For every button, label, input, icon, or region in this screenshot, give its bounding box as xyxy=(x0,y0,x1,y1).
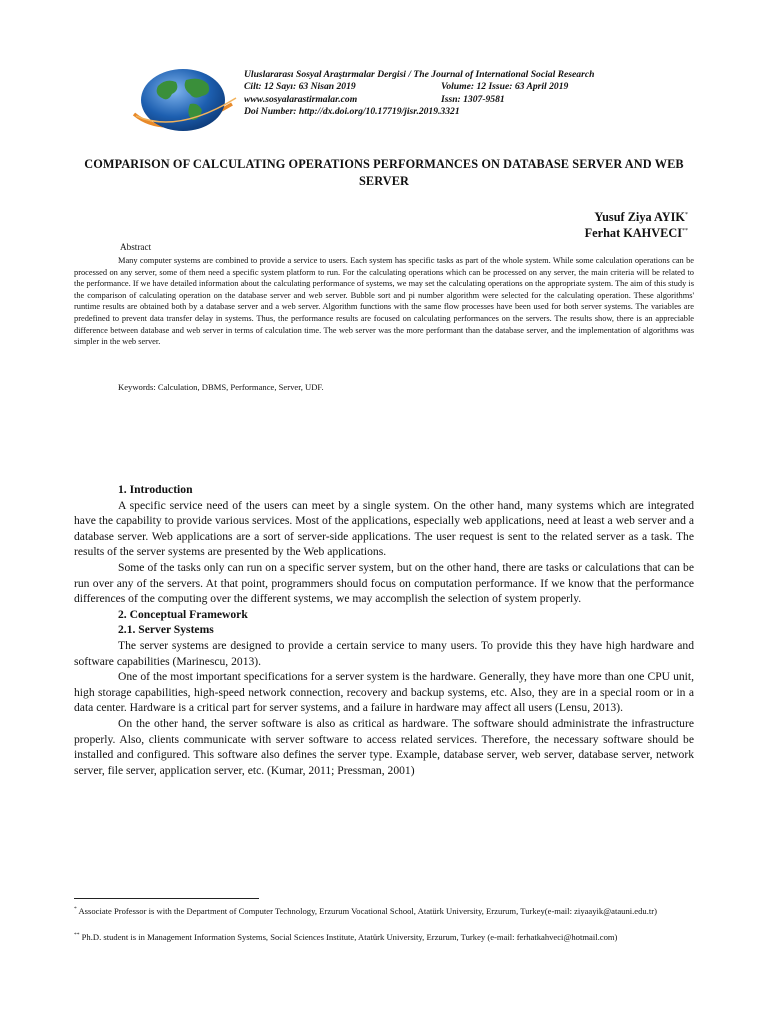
author-mark: ** xyxy=(682,227,688,234)
abstract-label: Abstract xyxy=(120,242,152,252)
paragraph: On the other hand, the server software is also as critical as hardware. The software should administrate the infrastructure properly. Also, clients communicate with server software to access related services. Therefore, the necessary software should be installed and configured. This software also defines the server type. Example, database server, web server, database server, network server, file server, application server, etc. (Kumar, 2011; Pressman, 2001) xyxy=(74,716,694,777)
journal-website: www.sosyalarastirmalar.com xyxy=(244,94,358,105)
introduction-section xyxy=(74,482,694,778)
author-name: Yusuf Ziya AYIK xyxy=(594,210,685,224)
journal-title: Uluslararası Sosyal Araştırmalar Dergisi / The Journal of International Social Research xyxy=(244,69,595,80)
section-heading: 1. Introduction xyxy=(118,483,193,496)
author-name: Ferhat KAHVECI xyxy=(584,226,682,240)
subsection-heading: 2.1. Server Systems xyxy=(118,623,214,637)
footnote-1 xyxy=(74,904,694,917)
footnote-text: Ph.D. student is in Management Information Systems, Social Sciences Institute, Atatürk University, Erzurum, Turkey (e-mail: ferhatkahveci@hotmail.com) xyxy=(81,931,618,942)
footnote-mark: * xyxy=(74,906,77,912)
paragraph: The server systems are designed to provide a certain service to many users. To provide this they have high hardware and software capabilities (Marinescu, 2013). xyxy=(74,638,694,668)
journal-volume-en: Volume: 12 Issue: 63 April 2019 xyxy=(441,81,569,92)
paragraph: One of the most important specifications for a server system is the hardware. Generally, they have more than one CPU unit, high storage capabilities, high-speed network connection, recovery and backup systems, etc. Also, they are in a special room or in a data center. Hardware is a critical part for server systems, and a failure in hardware may affect all users (Lensu, 2013). xyxy=(74,670,694,715)
author-2 xyxy=(585,226,688,241)
paper-title: COMPARISON OF CALCULATING OPERATIONS PERFORMANCES ON DATABASE SERVER AND WEB SERVER xyxy=(84,157,684,188)
footnote-divider xyxy=(74,898,259,899)
abstract-text: Many computer systems are combined to provide a service to users. Each system has specific tasks as part of the whole system. While some calculation operations can be processed on any server, some of them need a specific system platform to run. For the calculating operations which can be processed on any server, the main criteria will be related to the performance. If we have detailed information about the calculating performance of systems, we may set the calculating operations on the appropriate system. The aim of this study is the comparison of calculating operation on the database server and web server. Bubble sort and pi number algorithm were selected for the calculating operation. These algorithms' runtime results are obtained both by a database server and a web server. Algorithm functions with the same flow processes have been used for both server systems. The variables are predefined to prevent data transfer delay in systems. Thus, the performance results are focused on calculating performances on the servers. The results show, there is an appreciable difference between database and web server in terms of calculation time. The web server was the more performant than the database server, and the implementation of algorithms was simpler in the web server. xyxy=(74,256,694,347)
footnote-text: Associate Professor is with the Department of Computer Technology, Erzurum Vocational School, Atatürk University, Erzurum, Turkey(e-mail: ziyaayik@atauni.edu.tr) xyxy=(78,905,657,916)
journal-doi: Doi Number: http://dx.doi.org/10.17719/jisr.2019.3321 xyxy=(244,106,460,117)
author-mark: * xyxy=(685,211,688,218)
globe-logo-icon xyxy=(128,64,240,140)
keywords: Keywords: Calculation, DBMS, Performance, Server, UDF. xyxy=(118,382,324,392)
footnote-2 xyxy=(74,930,694,943)
paragraph: Some of the tasks only can run on a specific server system, but on the other hand, there are tasks or calculations that can be run over any of the servers. At that point, programmers should focus on computation performance. If we know that the performance differences of the computing over the different systems, we may accomplish the selection of system properly. xyxy=(74,560,694,606)
footnote-mark: ** xyxy=(74,932,80,938)
journal-issn: Issn: 1307-9581 xyxy=(441,94,505,105)
author-1 xyxy=(594,210,688,225)
section-heading: 2. Conceptual Framework xyxy=(118,607,248,621)
journal-volume-tr: Cilt: 12 Sayı: 63 Nisan 2019 xyxy=(244,81,356,92)
paragraph: A specific service need of the users can meet by a single system. On the other hand, many systems which are integrated have the capability to provide various services. Most of the applications, especially web applications, need at least a web server and a database server. Web applications are a sort of server-side applications. The user request is sent to the related server as a task. The results of the server systems are presented by the Web applications. xyxy=(74,498,694,559)
